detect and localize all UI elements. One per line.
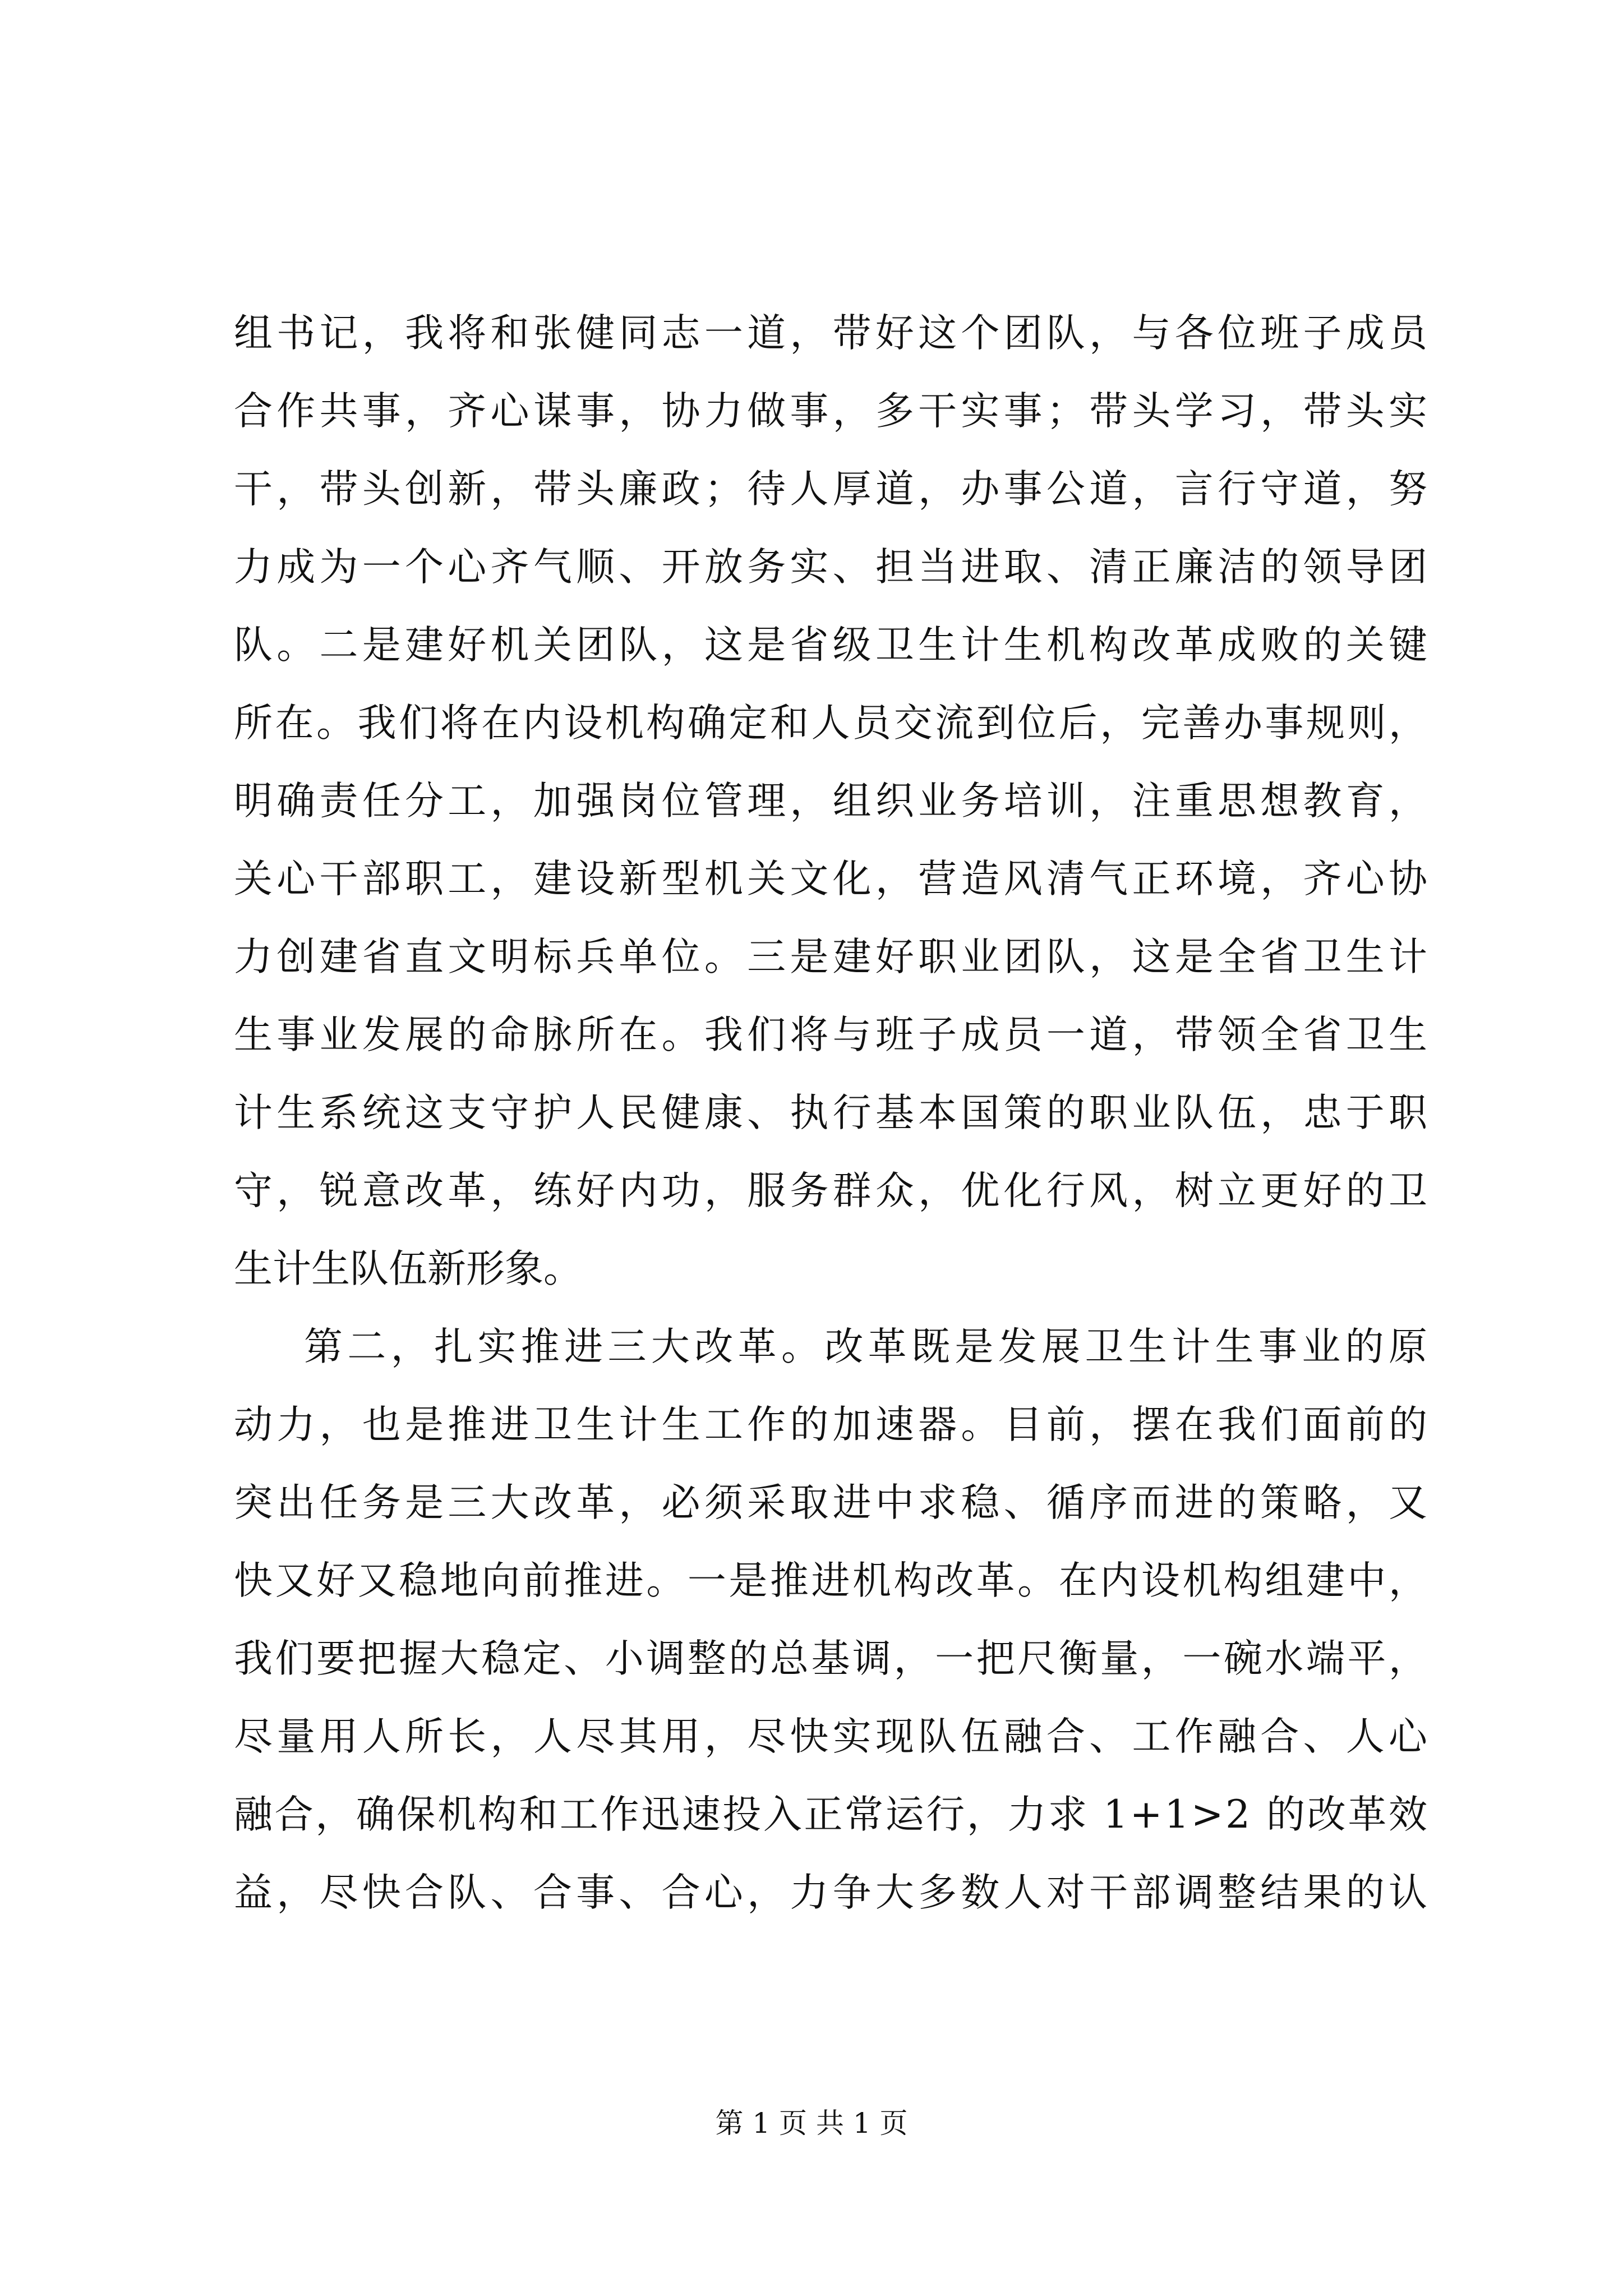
text-line: 快又好又稳地向前推进。一是推进机构改革。在内设机构组建中， <box>234 1558 1430 1603</box>
text-line: 融合，确保机构和工作迅速投入正常运行，力求 1+1>2 的改革效 <box>234 1792 1430 1837</box>
text-line: 队。二是建好机关团队，这是省级卫生计生机构改革成败的关键 <box>234 623 1432 668</box>
text-line: 突出任务是三大改革，必须采取进中求稳、循序而进的策略，又 <box>234 1480 1432 1525</box>
text-line: 合作共事，齐心谋事，协力做事，多干实事；带头学习，带头实 <box>234 389 1432 434</box>
text-line: 尽量用人所长，人尽其用，尽快实现队伍融合、工作融合、人心 <box>234 1714 1432 1759</box>
text-line: 生计生队伍新形象。 <box>234 1246 582 1291</box>
text-line: 守，锐意改革，练好内功，服务群众，优化行风，树立更好的卫 <box>234 1168 1432 1213</box>
text-line: 我们要把握大稳定、小调整的总基调，一把尺衡量，一碗水端平， <box>234 1636 1430 1681</box>
text-line: 计生系统这支守护人民健康、执行基本国策的职业队伍，忠于职 <box>234 1091 1432 1135</box>
text-line: 益，尽快合队、合事、合心，力争大多数人对干部调整结果的认 <box>234 1870 1432 1915</box>
text-line: 所在。我们将在内设机构确定和人员交流到位后，完善办事规则， <box>234 701 1430 746</box>
text-line: 动力，也是推进卫生计生工作的加速器。目前，摆在我们面前的 <box>234 1402 1432 1447</box>
text-line: 第二，扎实推进三大改革。改革既是发展卫生计生事业的原 <box>304 1324 1432 1369</box>
text-line: 明确责任分工，加强岗位管理，组织业务培训，注重思想教育， <box>234 779 1432 823</box>
text-line: 干，带头创新，带头廉政；待人厚道，办事公道，言行守道，努 <box>234 467 1432 512</box>
text-line: 生事业发展的命脉所在。我们将与班子成员一道，带领全省卫生 <box>234 1013 1432 1057</box>
page-footer: 第 1 页 共 1 页 <box>715 2107 908 2139</box>
text-line: 力成为一个心齐气顺、开放务实、担当进取、清正廉洁的领导团 <box>234 545 1432 590</box>
text-line: 力创建省直文明标兵单位。三是建好职业团队，这是全省卫生计 <box>234 935 1432 979</box>
text-line: 组书记，我将和张健同志一道，带好这个团队，与各位班子成员 <box>234 311 1432 356</box>
document-body <box>234 295 1432 1932</box>
text-line: 关心干部职工，建设新型机关文化，营造风清气正环境，齐心协 <box>234 857 1432 901</box>
